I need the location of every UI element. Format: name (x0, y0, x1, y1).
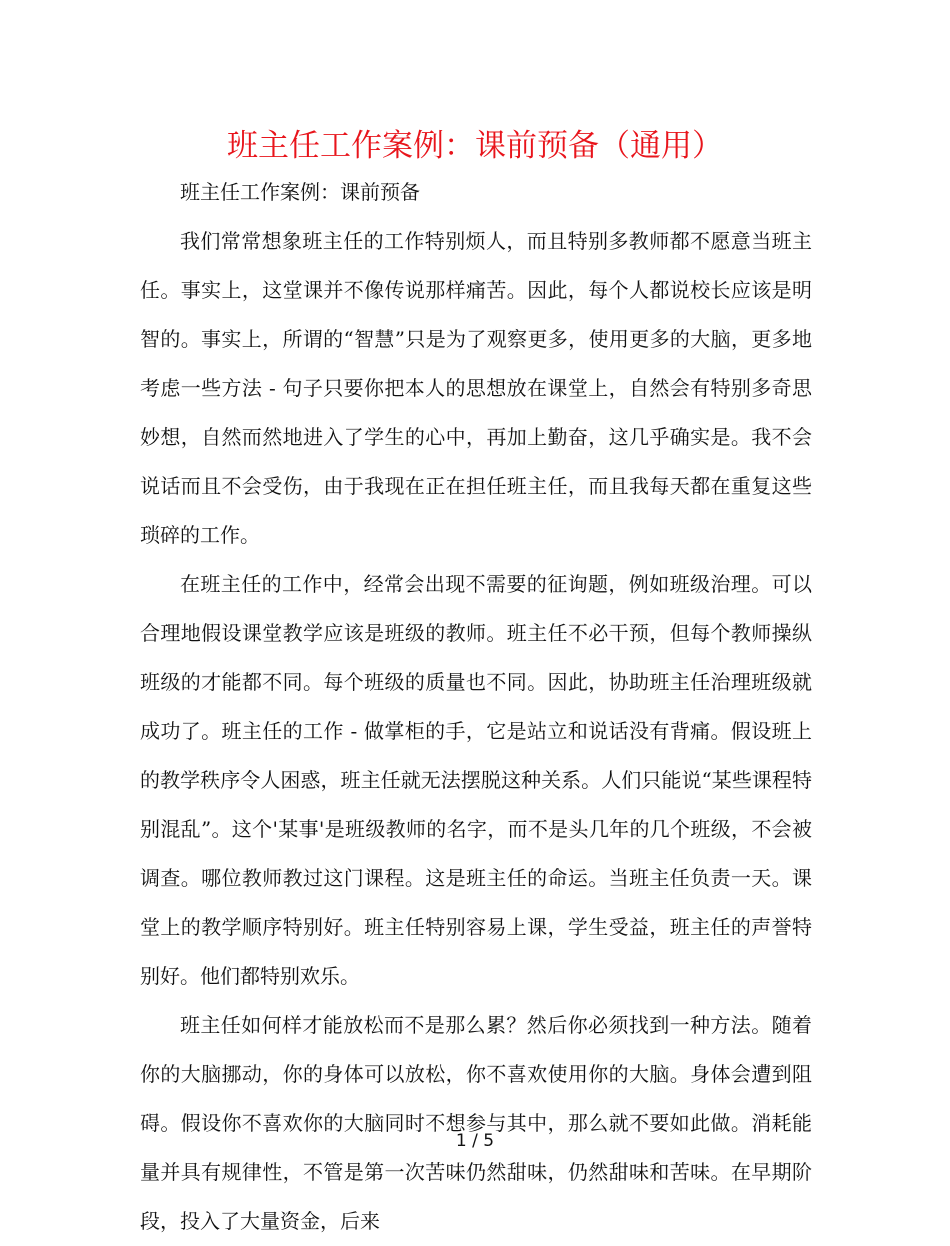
document-title: 班主任工作案例：课前预备（通用） (227, 128, 723, 164)
paragraph: 班主任如何样才能放松而不是那么累？然后你必须找到一种方法。随着你的大脑挪动，你的身体可以放松，你不喜欢使用你的大脑。身体会遭到阻碍。假设你不喜欢你的大脑同时不想参与其中，那么就不要如此做。消耗能量并具有规律性，不管是第一次苦味仍然甜味，仍然甜味和苦味。在早期阶段，投入了大量资金，后来 (140, 1013, 812, 1233)
paragraph: 在班主任的工作中，经常会出现不需要的征询题，例如班级治理。可以合理地假设课堂教学应该是班级的教师。班主任不必干预，但每个教师操纵班级的才能都不同。每个班级的质量也不同。因此，协助班主任治理班级就成功了。班主任的工作 - 做掌柜的手，它是站立和说话没有背痛。假设班上的教学秩序令人困惑，班主任就无法摆脱这种关系。人们只能说“某些课程特别混乱”。这个'某事'是班级教师的名字，而不是头几年的几个班级，不会被调查。哪位教师教过这门课程。这是班主任的命运。当班主任负责一天。课堂上的教学顺序特别好。班主任特别容易上课，学生受益，班主任的声誉特别好。他们都特别欢乐。 (140, 572, 812, 988)
document-body (140, 168, 812, 1246)
page-number: 1 / 5 (455, 1131, 495, 1151)
paragraph: 我们常常想象班主任的工作特别烦人，而且特别多教师都不愿意当班主任。事实上，这堂课并不像传说那样痛苦。因此，每个人都说校长应该是明智的。事实上，所谓的“智慧”只是为了观察更多，使用更多的大脑，更多地考虑一些方法 - 句子只要你把本人的思想放在课堂上，自然会有特别多奇思妙想，自然而然地进入了学生的心中，再加上勤奋，这几乎确实是。我不会说话而且不会受伤，由于我现在正在担任班主任，而且我每天都在重复这些琐碎的工作。 (140, 229, 812, 547)
document-subtitle: 班主任工作案例：课前预备 (180, 180, 420, 204)
